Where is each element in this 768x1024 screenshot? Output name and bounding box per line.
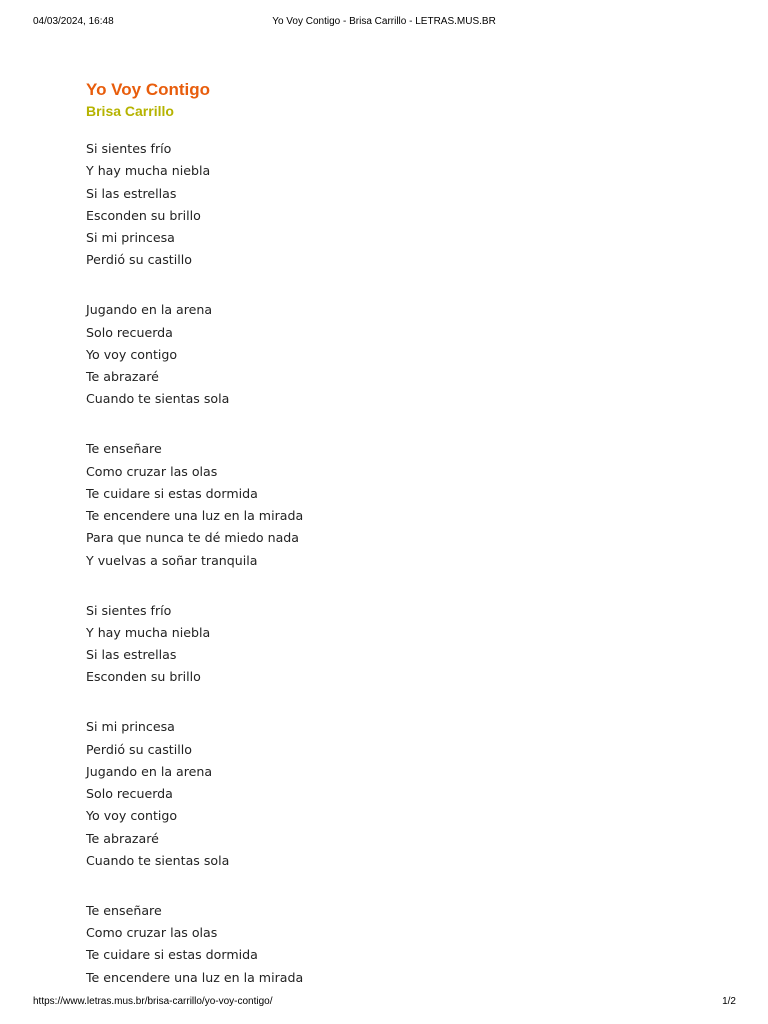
lyric-line: Y vuelvas a soñar tranquila [86,552,258,568]
lyric-line: Si las estrellas [86,185,177,201]
print-datetime: 04/03/2024, 16:48 [33,16,114,27]
lyric-stanza [86,600,706,689]
lyric-line: Cuando te sientas sola [86,853,230,869]
lyric-line: Te enseñare [86,902,162,918]
lyric-line: Para que nunca te dé miedo nada [86,530,300,546]
lyric-line: Si mi princesa [86,230,175,246]
lyric-line: Te abrazaré [86,830,159,846]
lyric-line: Y hay mucha niebla [86,163,211,179]
lyric-line: Yo voy contigo [86,346,178,362]
lyric-line: Si sientes frío [86,602,172,618]
lyric-stanza [86,138,706,272]
lyric-line: Te enseñare [86,441,162,457]
lyrics [86,138,706,989]
lyric-line: Y hay mucha niebla [86,624,211,640]
lyric-line: Te cuidare si estas dormida [86,485,258,501]
lyric-line: Perdió su castillo [86,252,192,268]
page-number: 1/2 [722,996,736,1007]
artist-link[interactable]: Brisa Carrillo [86,103,174,119]
lyric-line: Como cruzar las olas [86,463,218,479]
print-footer [33,996,736,1010]
lyric-line: Jugando en la arena [86,302,213,318]
lyric-line: Te cuidare si estas dormida [86,947,258,963]
song-content [86,79,706,1017]
lyric-line: Jugando en la arena [86,763,213,779]
lyric-line: Solo recuerda [86,786,173,802]
lyric-line: Te encendere una luz en la mirada [86,508,304,524]
lyric-stanza [86,900,706,989]
lyric-line: Cuando te sientas sola [86,391,230,407]
lyric-line: Si sientes frío [86,141,172,156]
lyric-stanza [86,438,706,572]
lyric-line: Esconden su brillo [86,669,201,685]
lyric-line: Solo recuerda [86,324,173,340]
print-url: https://www.letras.mus.br/brisa-carrillo/yo-voy-contigo/ [33,996,273,1007]
lyric-line: Te abrazaré [86,369,159,385]
lyric-stanza [86,299,706,410]
song-title: Yo Voy Contigo [86,80,211,99]
lyric-line: Yo voy contigo [86,808,178,824]
lyric-line: Si las estrellas [86,647,177,663]
lyric-line: Te encendere una luz en la mirada [86,969,304,985]
lyric-line: Perdió su castillo [86,741,192,757]
lyric-stanza [86,716,706,872]
print-header [33,16,735,30]
lyric-line: Si mi princesa [86,719,175,735]
lyric-line: Esconden su brillo [86,207,201,223]
print-page-title: Yo Voy Contigo - Brisa Carrillo - LETRAS.MUS.BR [272,16,496,27]
lyric-line: Como cruzar las olas [86,925,218,941]
